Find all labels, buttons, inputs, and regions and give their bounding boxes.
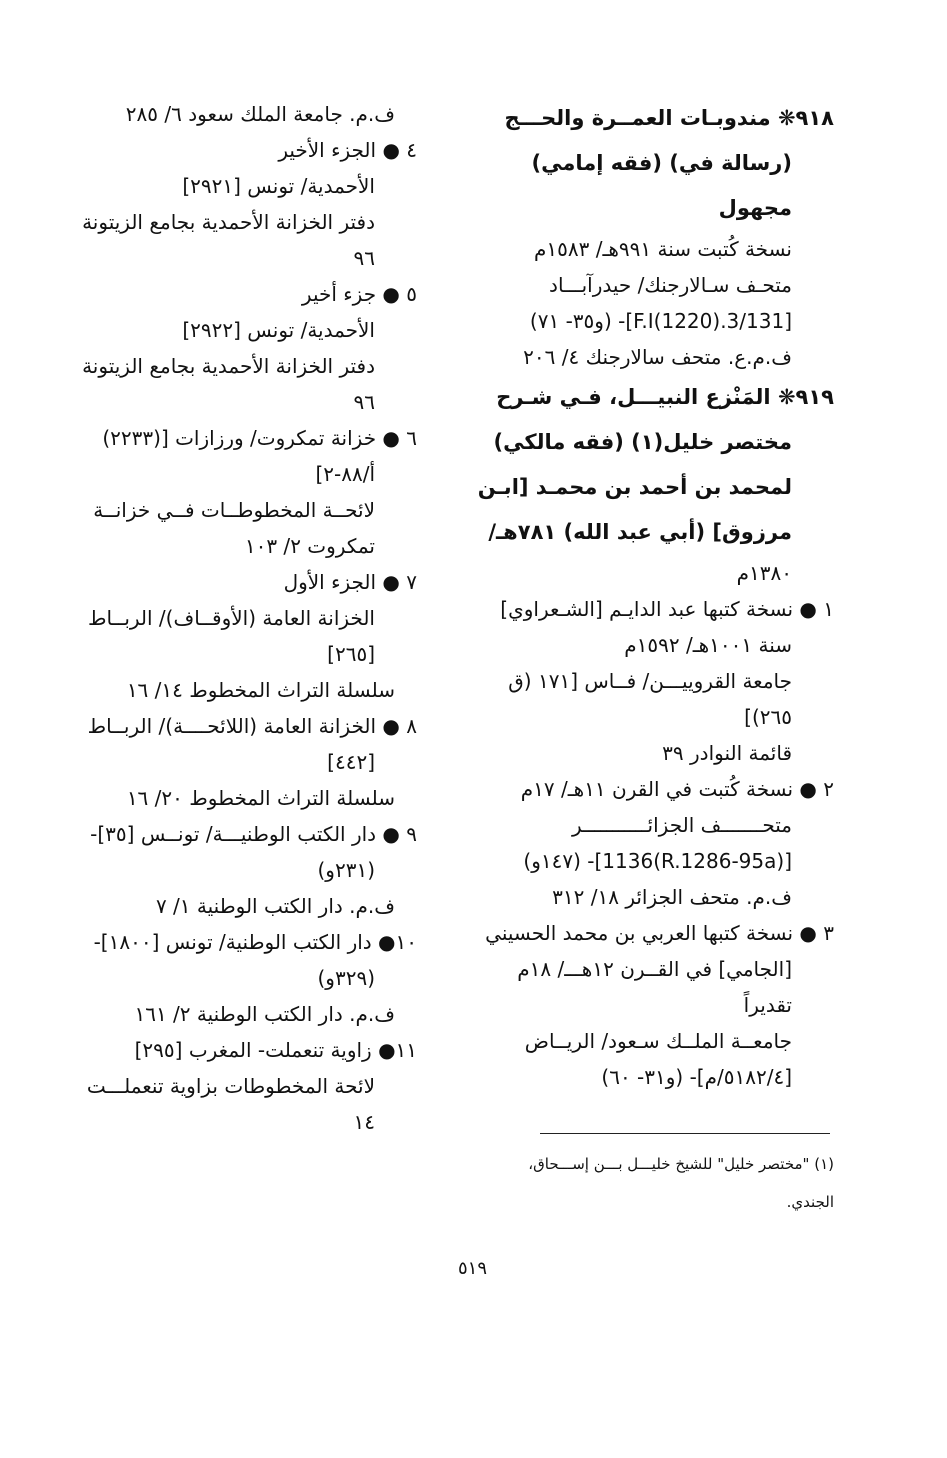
text-line: جامعة القروييـــن/ فــاس [١٧١ (ق (508, 669, 792, 693)
text-line: [(R.1286-95a)1136]- (١٤٧و) (523, 849, 792, 873)
text-line: (٣٢٩و) (317, 966, 375, 990)
text-line: ٢٦٥)] (744, 705, 792, 729)
text-line: ف.م. دار الكتب الوطنية ٢/ ١٦١ (134, 1002, 395, 1026)
text-line: ف.م. جامعة الملك سعود ٦/ ٢٨٥ (125, 102, 395, 126)
text-line: لمحمد بن أحمد بن محمـد [ابـن (477, 475, 792, 499)
text-line: ٤ ● الجزء الأخير (278, 138, 417, 162)
text-line: ٥ ● جزء أخير (301, 282, 417, 306)
footnote: (١) "مختصر خليل" للشيخ خليـــل بـــن إســـحاق، الجندي. (528, 1155, 834, 1211)
text-line: الأحمدية/ تونس [٢٩٢٢] (182, 318, 375, 342)
text-line: دفتر الخزانة الأحمدية بجامع الزيتونة (82, 354, 375, 378)
text-line: ٧ ● الجزء الأول (283, 570, 417, 594)
text-line: ٩١٩❋ المَنْزع النبيـــل، فـي شـرح (496, 385, 834, 409)
text-line: (٢٣١و) (317, 858, 375, 882)
text-line: ٣ ● نسخة كتبها العربي بن محمد الحسيني (485, 921, 834, 945)
text-line: الأحمدية/ تونس [٢٩٢١] (182, 174, 375, 198)
text-line: دفتر الخزانة الأحمدية بجامع الزيتونة (82, 210, 375, 234)
text-line: نسخة كُتبت سنة ٩٩١هـ/ ١٥٨٣م (534, 237, 792, 261)
page-number: ٥١٩ (458, 1258, 488, 1279)
text-line: [3/131.F.I(1220)]- (و٣٥- ٧١) (529, 309, 792, 333)
text-line: ف.م. متحف الجزائر ١٨/ ٣١٢ (552, 885, 792, 909)
text-line: جامعــة الملــك سـعود/ الريــاض (524, 1029, 792, 1053)
text-line: تمكروت ٢/ ١٠٣ (244, 534, 375, 558)
text-line: ١ ● نسخة كتبها عبد الدايـم [الشـعراوي] (500, 597, 834, 621)
text-line: ف.م.ع. متحف سالارجنك ٤/ ٢٠٦ (523, 345, 792, 369)
text-line: سلسلة التراث المخطوط ١٤/ ١٦ (126, 678, 395, 702)
text-line: مرزوق] (أبي عبد الله) ٧٨١هـ/ (488, 520, 792, 544)
footnote-divider (540, 1133, 830, 1134)
text-line: قائمة النوادر ٣٩ (662, 741, 792, 765)
text-line: ٦ ● خزانة تمكروت/ ورزازات [(٢٢٣٣) (102, 426, 417, 450)
text-line: سلسلة التراث المخطوط ٢٠/ ١٦ (126, 786, 395, 810)
right-column (477, 96, 834, 1095)
text-line: متحـــــــف الجزائـــــــــــر (572, 813, 792, 837)
text-line: مختصر خليل(١) (فقه مالكي) (493, 430, 792, 454)
text-line: [الجامي] في القــرن ١٢هـــ/ ١٨م (517, 957, 792, 981)
text-line: ٨ ● الخزانة العامة (اللائحــــة)/ الربــاط (87, 714, 417, 738)
text-line: ٩٦ (353, 390, 375, 414)
text-line: (رسالة في) (فقه إمامي) (531, 151, 792, 175)
text-line: ١١● زاوية تنعملت- المغرب [٢٩٥] (134, 1038, 417, 1062)
text-line: متحـف سـالارجنك/ حيدرآبـــاد (549, 273, 792, 297)
text-line: لائحــة المخطوطــات فــي خزانــة (93, 498, 375, 522)
left-column (82, 96, 417, 1140)
text-line: ١٠● دار الكتب الوطنية/ تونس [١٨٠٠]- (93, 930, 417, 954)
text-line: تقديراً (743, 993, 792, 1017)
text-line: الخزانة العامة (الأوقــاف)/ الربــاط (88, 606, 375, 630)
text-line: سنة ١٠٠١هـ/ ١٥٩٢م (624, 633, 792, 657)
text-line: ٩١٨❋ مندوبـات العمــرة والحـــج (504, 106, 834, 130)
text-line: ١٤ (353, 1110, 375, 1134)
text-line: ٢ ● نسخة كُتبت في القرن ١١هـ/ ١٧م (520, 777, 834, 801)
text-line: ٩ ● دار الكتب الوطنيـــة/ تونــس [٣٥]- (90, 822, 417, 846)
text-line: ١٣٨٠م (736, 561, 792, 585)
text-line: [٥١٨٢/٤/م]- (و٣١- ٦٠) (601, 1065, 792, 1089)
text-line: مجهول (718, 196, 792, 220)
text-line: أ/٨٨-٢] (315, 462, 375, 486)
text-line: ٩٦ (353, 246, 375, 270)
text-line: ف.م. دار الكتب الوطنية ١/ ٧ (155, 894, 395, 918)
text-line: [٢٦٥] (327, 642, 375, 666)
text-line: لائحة المخطوطات بزاوية تنعملـــت (86, 1074, 375, 1098)
text-line: [٤٤٢] (327, 750, 375, 774)
